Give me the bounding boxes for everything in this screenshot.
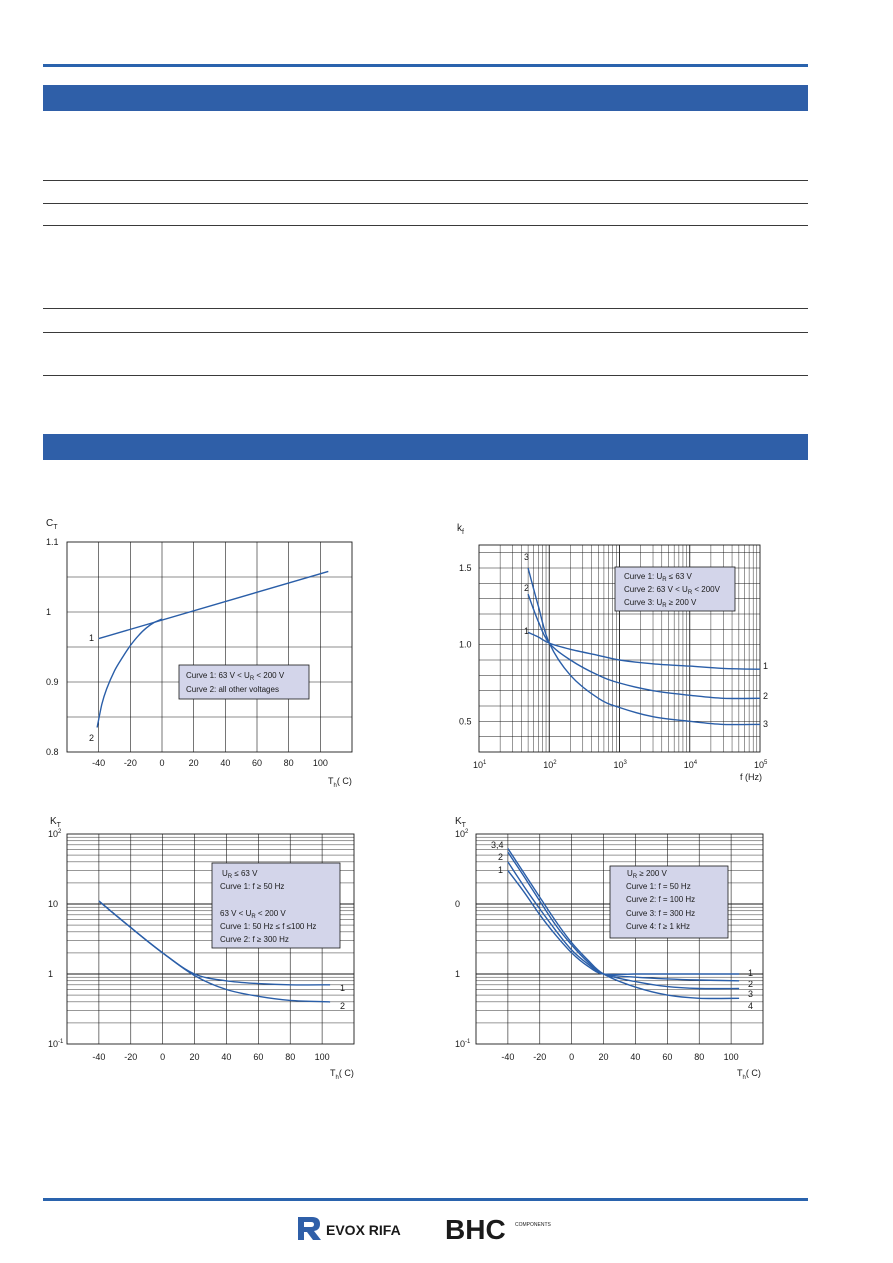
legend-box: [610, 866, 728, 938]
section-band-1: [43, 85, 808, 111]
svg-text:Curve 1: 50 Hz ≤ f ≤100 Hz: Curve 1: 50 Hz ≤ f ≤100 Hz: [220, 922, 317, 931]
svg-text:Curve 3: f = 300 Hz: Curve 3: f = 300 Hz: [626, 909, 696, 918]
curves: [97, 571, 328, 727]
y-tick-label: 10: [48, 899, 59, 909]
x-tick-label: $10^3$: [613, 760, 627, 770]
evox-rifa-logo: [296, 1213, 416, 1243]
x-tick-label: 0: [159, 758, 165, 768]
y-tick-labels: [48, 829, 64, 1049]
right-label-2: 2: [763, 691, 769, 701]
y-tick-labels: [46, 537, 59, 757]
x-tick-label: 100: [723, 1052, 739, 1062]
x-tick-label: -40: [501, 1052, 515, 1062]
x-tick-label: -20: [124, 1052, 138, 1062]
x-tick-label: 0: [160, 1052, 166, 1062]
chart-kt-low-voltage: [40, 812, 370, 1082]
right-label-4: 4: [748, 1001, 754, 1011]
right-label-3: 3: [763, 719, 769, 729]
x-tick-labels: [92, 758, 328, 768]
left-label-1: 1: [524, 626, 530, 636]
left-label-2: 2: [524, 583, 530, 593]
legend-box: [179, 665, 309, 699]
x-tick-label: 60: [253, 1052, 264, 1062]
svg-text:Curve 3: UR ≥ 200 V: Curve 3: $U_R \ge 200$ V: [624, 598, 697, 609]
x-tick-labels: [473, 760, 768, 770]
y-tick-label: $10^{-1}$: [48, 1039, 64, 1049]
y-tick-label: 0: [455, 899, 461, 909]
y-tick-labels: [455, 829, 471, 1049]
series-line-1: [528, 632, 760, 669]
chart-frequency-factor: [443, 515, 783, 790]
x-tick-label: -20: [533, 1052, 547, 1062]
grid: [67, 542, 352, 752]
y-tick-label: 1.5: [459, 563, 472, 573]
table-rule-1: [43, 180, 808, 181]
x-tick-label: -40: [92, 758, 106, 768]
x-tick-labels: [92, 1052, 329, 1062]
x-tick-label: 100: [312, 758, 328, 768]
svg-text:UR ≥ 200 V: $U_R \ge 200$ V: [627, 869, 667, 880]
x-axis-label: $T_h$( C): [328, 776, 352, 789]
x-tick-label: 100: [314, 1052, 330, 1062]
series-line-2: [97, 619, 162, 728]
svg-text:Curve 2: f ≥ 300 Hz: Curve 2: f ≥ 300 Hz: [220, 935, 289, 944]
right-label-2: 2: [748, 979, 754, 989]
svg-text:EVOX RIFA: EVOX RIFA: [326, 1222, 401, 1238]
svg-text:Curve 2: all other voltages: Curve 2: all other voltages: [186, 685, 279, 694]
x-axis-label: $T_h$( C): [737, 1068, 761, 1081]
curve-label-2: 2: [89, 733, 95, 743]
y-tick-label: 0.8: [46, 747, 59, 757]
y-tick-label: 0.5: [459, 716, 472, 727]
x-axis-label: $T_h$( C): [330, 1068, 354, 1081]
x-tick-label: $10^1$: [473, 760, 487, 770]
y-tick-label: 1: [48, 969, 54, 979]
x-tick-label: 80: [694, 1052, 705, 1062]
x-tick-label: 0: [569, 1052, 575, 1062]
x-tick-label: 60: [662, 1052, 673, 1062]
x-tick-label: 20: [598, 1052, 609, 1062]
x-axis-label: f (Hz): [740, 772, 762, 782]
y-tick-labels: [459, 563, 472, 726]
x-tick-label: 20: [189, 1052, 200, 1062]
x-tick-label: -20: [123, 758, 137, 768]
left-label-34: 3,4: [491, 840, 504, 850]
y-tick-label: $10^2$: [455, 829, 469, 839]
svg-text:63 V < UR < 200 V: 63 $V < U_R < 200$ V: [220, 909, 286, 920]
table-rule-5: [43, 332, 808, 333]
evox-r-icon: [298, 1217, 321, 1240]
svg-text:Curve 1: f ≥ 50 Hz: Curve 1: f ≥ 50 Hz: [220, 882, 285, 891]
y-axis-label: $K_T$: [455, 816, 466, 829]
svg-text:Curve 2: f = 100 Hz: Curve 2: f = 100 Hz: [626, 895, 696, 904]
y-tick-label: 1.0: [459, 639, 472, 650]
left-label-2: 2: [498, 852, 504, 862]
right-label-1: 1: [763, 661, 769, 671]
svg-text:Curve 1: 63 V < UR < 200 V: Curve 1: 63 $V < U_R < 200$ V: [186, 671, 285, 682]
svg-text:COMPONENTS: COMPONENTS: [515, 1222, 551, 1228]
top-rule: [43, 64, 808, 67]
y-tick-label: 1: [46, 607, 52, 617]
x-tick-labels: [501, 1052, 738, 1062]
legend-box: [212, 863, 340, 948]
x-tick-label: 40: [630, 1052, 641, 1062]
x-tick-label: 60: [251, 758, 263, 768]
x-tick-label: $10^2$: [543, 760, 557, 770]
y-tick-label: 1: [455, 969, 461, 979]
y-axis-label: $K_T$: [50, 816, 61, 829]
y-axis-label: $C_T$: [46, 518, 58, 531]
table-rule-4: [43, 308, 808, 309]
x-tick-label: $10^4$: [683, 760, 698, 770]
series-line-1: [99, 571, 329, 638]
x-tick-label: 40: [220, 758, 231, 768]
section-band-2: [43, 434, 808, 460]
x-tick-label: 40: [221, 1052, 232, 1062]
y-tick-label: 0.9: [46, 677, 59, 687]
table-rule-3: [43, 225, 808, 226]
x-tick-label: 20: [188, 758, 199, 768]
y-tick-label: $10^{-1}$: [455, 1039, 471, 1049]
svg-text:Curve 4: f ≥ 1 kHz: Curve 4: f ≥ 1 kHz: [626, 922, 690, 931]
y-tick-label: 1.1: [46, 537, 59, 547]
y-tick-label: $10^2$: [48, 829, 62, 839]
right-label-1: 1: [748, 968, 754, 978]
curve-label-2: 2: [340, 1001, 346, 1011]
y-axis-label: $k_f$: [457, 523, 464, 536]
curve-label-1: 1: [89, 633, 95, 643]
x-tick-label: 80: [283, 758, 294, 768]
svg-text:Curve 2: 63 V < UR < 200V: Curve 2: 63 $V < U_R < 200V$: [624, 585, 720, 596]
x-tick-label: $10^5$: [754, 760, 768, 770]
right-label-3: 3: [748, 989, 754, 999]
svg-text:UR ≤ 63 V: $U_R \le 63$ V: [222, 869, 258, 880]
left-label-3: 3: [524, 552, 530, 562]
legend-box: [615, 567, 735, 611]
x-tick-label: 80: [285, 1052, 296, 1062]
bottom-rule: [43, 1198, 808, 1201]
left-label-1: 1: [498, 865, 504, 875]
svg-text:Curve 1: UR ≤ 63 V: Curve 1: $U_R \le 63$ V: [624, 572, 692, 583]
curve-label-1: 1: [340, 983, 346, 993]
chart-capacitance-temperature: [40, 510, 370, 790]
table-rule-6: [43, 375, 808, 376]
svg-text:BHC: BHC: [445, 1214, 506, 1245]
table-rule-2: [43, 203, 808, 204]
chart-kt-high-voltage: [443, 812, 783, 1082]
bhc-components-logo: [445, 1211, 551, 1245]
x-tick-label: -40: [92, 1052, 106, 1062]
svg-text:Curve 1: f = 50 Hz: Curve 1: f = 50 Hz: [626, 882, 691, 891]
